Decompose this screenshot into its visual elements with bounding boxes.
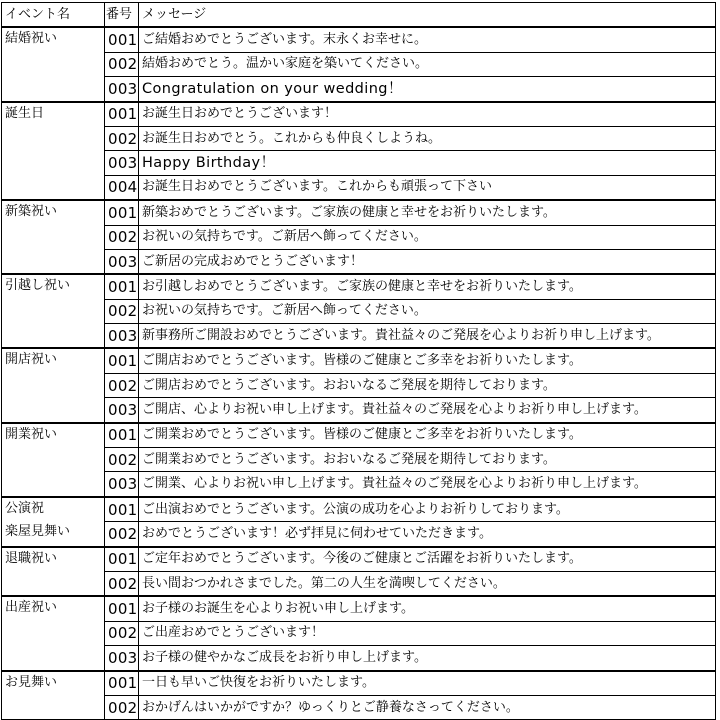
table-row: [2, 571, 716, 596]
table-row: [2, 348, 716, 373]
message-number: 003: [105, 398, 139, 423]
message-text: ご定年おめでとうございます。今後のご健康とご活躍をお祈りいたします。: [139, 547, 716, 572]
event-name: 新築祝い: [5, 204, 58, 220]
event-name: 引越し祝い: [5, 278, 71, 294]
message-text: おめでとうございます！必ず拝見に伺わせていただきます。: [139, 522, 716, 547]
event-name-cell: [2, 423, 105, 497]
message-number: 003: [105, 249, 139, 274]
message-number: 003: [105, 646, 139, 671]
message-number: 003: [105, 77, 139, 102]
message-text: Congratulation on your wedding！: [139, 77, 716, 102]
table-row: [2, 497, 716, 522]
table-row: [2, 596, 716, 621]
table-row: [2, 671, 716, 696]
message-text: ご新居の完成おめでとうございます！: [139, 249, 716, 274]
message-number: 002: [105, 299, 139, 323]
message-text: おかげんはいかがですか？ゆっくりとご静養なさってください。: [139, 695, 716, 719]
message-text: ご開店おめでとうございます。皆様のご健康とご多幸をお祈りいたします。: [139, 348, 716, 373]
header-message: メッセージ: [139, 3, 716, 28]
table-row: [2, 423, 716, 448]
event-name-cell: [2, 497, 105, 547]
event-name: 出産祝い: [5, 600, 58, 616]
table-row: [2, 52, 716, 76]
message-number: 002: [105, 571, 139, 596]
header-number: 番号: [105, 3, 139, 28]
event-name-cell: [2, 671, 105, 720]
message-number: 004: [105, 175, 139, 200]
message-number: 001: [105, 102, 139, 127]
message-text: お子様の健やかなご成長をお祈り申し上げます。: [139, 646, 716, 671]
table-body: [2, 27, 716, 719]
message-text: お誕生日おめでとう。これからも仲良くしようね。: [139, 126, 716, 150]
message-number: 002: [105, 373, 139, 397]
message-text: Happy Birthday！: [139, 151, 716, 175]
message-text: ご開店、心よりお祝い申し上げます。貴社益々のご発展を心よりお祈り申し上げます。: [139, 398, 716, 423]
event-name: 結婚祝い: [5, 31, 58, 47]
table-row: [2, 27, 716, 52]
message-number: 002: [105, 695, 139, 719]
table-row: [2, 621, 716, 645]
event-name-cell: [2, 596, 105, 670]
message-number: 003: [105, 472, 139, 497]
event-name-cell: [2, 547, 105, 597]
event-name-cell: [2, 27, 105, 101]
message-text: お子様のお誕生を心よりお祝い申し上げます。: [139, 596, 716, 621]
message-text: お祝いの気持ちです。ご新居へ飾ってください。: [139, 225, 716, 249]
message-text: ご結婚おめでとうございます。末永くお幸せに。: [139, 27, 716, 52]
table-row: [2, 77, 716, 102]
event-name: 誕生日: [5, 105, 45, 121]
message-number: 001: [105, 547, 139, 572]
header-row: [2, 3, 716, 28]
event-name: 開店祝い: [5, 352, 58, 368]
table-row: [2, 151, 716, 175]
message-text: お誕生日おめでとうございます。これからも頑張って下さい: [139, 175, 716, 200]
message-table: [1, 2, 716, 720]
event-name-cell: [2, 348, 105, 422]
message-number: 001: [105, 200, 139, 225]
message-text: 新事務所ご開設おめでとうございます。貴社益々のご発展を心よりお祈り申し上げます。: [139, 324, 716, 349]
table-row: [2, 448, 716, 472]
message-text: ご開店おめでとうございます。おおいなるご発展を期待しております。: [139, 373, 716, 397]
message-number: 001: [105, 497, 139, 522]
message-text: 長い間おつかれさまでした。第二の人生を満喫してください。: [139, 571, 716, 596]
message-text: 新築おめでとうございます。ご家族の健康と幸せをお祈りいたします。: [139, 200, 716, 225]
table-row: [2, 547, 716, 572]
table-row: [2, 398, 716, 423]
table-row: [2, 299, 716, 323]
table-row: [2, 175, 716, 200]
event-name: 楽屋見舞い: [5, 523, 71, 539]
event-name: 公演祝: [5, 500, 45, 516]
message-text: お引越しおめでとうございます。ご家族の健康と幸せをお祈りいたします。: [139, 274, 716, 299]
table-row: [2, 274, 716, 299]
message-text: ご開業、心よりお祝い申し上げます。貴社益々のご発展を心よりお祈り申し上げます。: [139, 472, 716, 497]
message-number: 003: [105, 324, 139, 349]
message-number: 001: [105, 27, 139, 52]
event-name: 開業祝い: [5, 426, 58, 442]
table-row: [2, 373, 716, 397]
table-row: [2, 472, 716, 497]
event-name-cell: [2, 102, 105, 201]
message-number: 002: [105, 225, 139, 249]
message-number: 001: [105, 274, 139, 299]
event-name-cell: [2, 200, 105, 274]
table-row: [2, 249, 716, 274]
table-row: [2, 102, 716, 127]
message-number: 001: [105, 671, 139, 696]
header-event: イベント名: [2, 3, 105, 28]
table-row: [2, 646, 716, 671]
message-number: 002: [105, 52, 139, 76]
message-number: 001: [105, 423, 139, 448]
message-number: 002: [105, 522, 139, 547]
table-row: [2, 126, 716, 150]
message-number: 002: [105, 448, 139, 472]
message-text: ご出産おめでとうございます！: [139, 621, 716, 645]
message-text: 結婚おめでとう。温かい家庭を築いてください。: [139, 52, 716, 76]
event-name: お見舞い: [5, 674, 58, 690]
table-row: [2, 522, 716, 547]
table-row: [2, 324, 716, 349]
message-number: 002: [105, 621, 139, 645]
message-text: ご開業おめでとうございます。おおいなるご発展を期待しております。: [139, 448, 716, 472]
message-text: ご出演おめでとうございます。公演の成功を心よりお祈りしております。: [139, 497, 716, 522]
message-number: 003: [105, 151, 139, 175]
event-name: 退職祝い: [5, 550, 58, 566]
table-row: [2, 695, 716, 719]
message-number: 001: [105, 348, 139, 373]
message-text: お誕生日おめでとうございます！: [139, 102, 716, 127]
table-row: [2, 225, 716, 249]
message-text: 一日も早いご快復をお祈りいたします。: [139, 671, 716, 696]
message-number: 002: [105, 126, 139, 150]
message-text: お祝いの気持ちです。ご新居へ飾ってください。: [139, 299, 716, 323]
table-row: [2, 200, 716, 225]
message-text: ご開業おめでとうございます。皆様のご健康とご多幸をお祈りいたします。: [139, 423, 716, 448]
event-name-cell: [2, 274, 105, 348]
message-number: 001: [105, 596, 139, 621]
